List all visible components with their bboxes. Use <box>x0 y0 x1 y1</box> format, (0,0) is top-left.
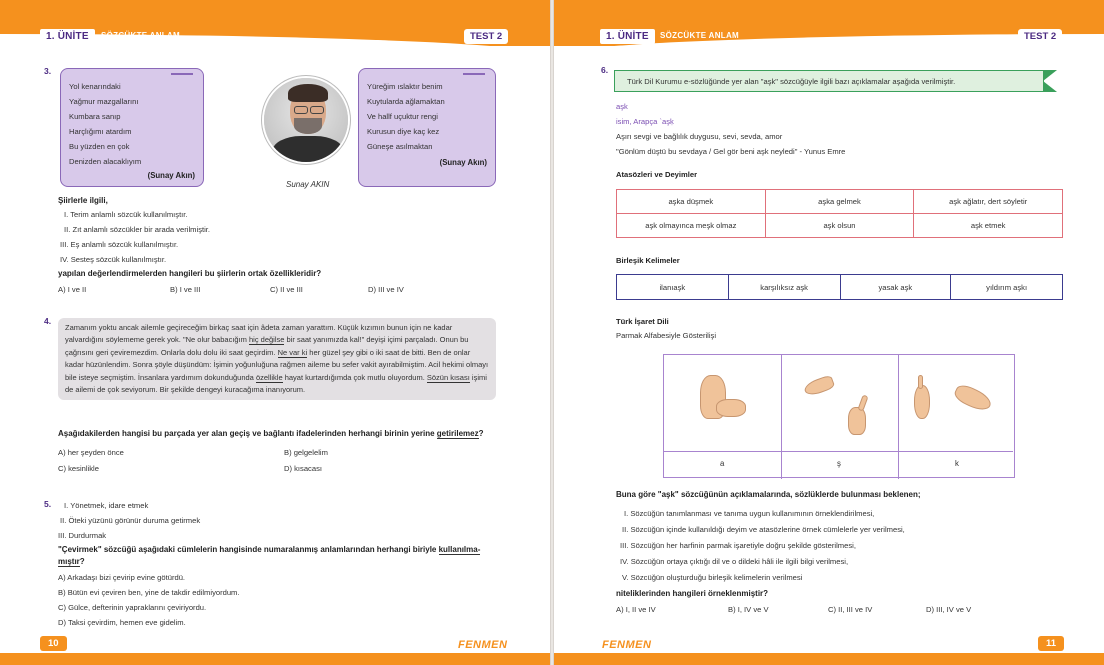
unit-badge: 1. ÜNİTE <box>40 29 95 44</box>
statement-item: I. Terim anlamlı sözcük kullanılmıştır. <box>64 210 188 219</box>
compounds-table <box>616 274 1063 300</box>
statement-item: II. Sözcüğün içinde kullanıldığı deyim ve atasözlerine örnek cümlelerle yer verilmesi, <box>622 525 905 534</box>
compound-cell: yıldırım aşkı <box>951 275 1063 300</box>
subject-title: SÖZCÜKTE ANLAM <box>660 31 740 40</box>
idiom-cell: aşka gelmek <box>765 190 914 214</box>
statement-item: IV. Sesteş sözcük kullanılmıştır. <box>60 255 167 264</box>
hand-sign-k-icon <box>914 385 930 419</box>
question-number: 5. <box>44 499 52 509</box>
answer-option-c[interactable]: C) kesinlikle <box>58 464 99 473</box>
statement-item: III. Eş anlamlı sözcük kullanılmıştır. <box>60 240 179 249</box>
poem-box-right <box>358 68 496 187</box>
answer-option-d[interactable]: D) kısacası <box>284 464 322 473</box>
brand-logo: FENMEN <box>602 639 652 651</box>
poem-line: Harçlığımı atardım <box>69 127 132 136</box>
dictionary-headword: aşk <box>616 102 628 111</box>
intro-ribbon <box>614 70 1044 92</box>
sign-title: Türk İşaret Dili <box>616 317 669 326</box>
statement-item: I. Yönetmek, idare etmek <box>64 501 149 510</box>
test-badge: TEST 2 <box>464 29 508 44</box>
question-number: 4. <box>44 316 52 326</box>
answer-option-a[interactable]: A) I, II ve IV <box>616 605 656 614</box>
underlined-phrase: Sözün kısası <box>426 372 470 382</box>
question-stem: Aşağıdakilerden hangisi bu parçada yer alan geçiş ve bağlantı ifadelerinden herhangi birinin yerine getirilemez? <box>58 429 484 438</box>
poem-line: Yol kenarındaki <box>69 82 121 91</box>
answer-option-d[interactable]: D) Taksi çevirdim, hemen eve gidelim. <box>58 618 186 627</box>
statement-item: II. Zıt anlamlı sözcükler bir arada verilmiştir. <box>64 225 211 234</box>
author-signature: Sunay AKIN <box>286 180 330 189</box>
statement-item: V. Sözcüğün oluşturduğu birleşik kelimelerin verilmesi <box>622 573 803 582</box>
poem-line: Kumbara sanıp <box>69 112 121 121</box>
sign-subtitle: Parmak Alfabesiyle Gösterilişi <box>616 331 717 340</box>
answer-option-b[interactable]: B) Bütün evi çeviren ben, yine de takdir edilmiyordum. <box>58 588 240 597</box>
test-badge: TEST 2 <box>1018 29 1062 44</box>
underlined-phrase: hiç değilse <box>249 335 285 345</box>
idioms-table <box>616 189 1063 238</box>
idiom-cell: aşk olsun <box>765 214 914 238</box>
poem-author: (Sunay Akın) <box>439 158 487 167</box>
compound-cell: karşılıksız aşk <box>728 275 840 300</box>
finger-alphabet-box <box>663 354 1015 478</box>
page-number: 10 <box>40 636 67 651</box>
poem-line: Denizden alacaklıyım <box>69 157 142 166</box>
poem-author: (Sunay Akın) <box>147 171 195 180</box>
word-meaning: Aşırı sevgi ve bağlılık duygusu, sevi, sevda, amor <box>616 132 783 141</box>
page-number: 11 <box>1038 636 1064 651</box>
question-number: 3. <box>44 66 52 76</box>
author-photo <box>262 76 350 164</box>
statement-item: I. Sözcüğün tanımlanması ve tanıma uygun kullanımının örneklendirilmesi, <box>624 509 875 518</box>
idiom-cell: aşk etmek <box>914 214 1063 238</box>
answer-option-b[interactable]: B) I ve III <box>170 285 201 294</box>
statement-item: III. Durdurmak <box>58 531 107 540</box>
idiom-cell: aşka düşmek <box>617 190 766 214</box>
question-stem-cont: mıştır? <box>58 557 85 566</box>
underlined-phrase: özellikle <box>255 372 283 382</box>
word-type: isim, Arapça ˋaşḳ <box>616 117 674 126</box>
poem-line: Ve hallf uçuktur rengi <box>367 112 438 121</box>
idiom-cell: aşk ağlatır, dert söyletir <box>914 190 1063 214</box>
compound-cell: ilanıaşk <box>617 275 729 300</box>
answer-option-d[interactable]: D) III, IV ve V <box>926 605 972 614</box>
poem-line: Güneşe asılmaktan <box>367 142 433 151</box>
unit-badge: 1. ÜNİTE <box>600 29 655 44</box>
answer-option-d[interactable]: D) III ve IV <box>368 285 404 294</box>
question-stem: niteliklerinden hangileri örneklenmiştir? <box>616 589 769 598</box>
question-lead: Buna göre "aşk" sözcüğünün açıklamalarında, sözlüklerde bulunması beklenen; <box>616 490 921 499</box>
compounds-title: Birleşik Kelimeler <box>616 256 680 265</box>
poem-line: Yağmur mazgallarını <box>69 97 139 106</box>
poem-box-left <box>60 68 204 187</box>
answer-option-b[interactable]: B) gelgelelim <box>284 448 328 457</box>
poem-line: Kurusun diye kaç kez <box>367 127 440 136</box>
underlined-phrase: Ne var ki <box>277 347 308 357</box>
subject-title: SÖZCÜKTE ANLAM <box>101 31 181 40</box>
reading-passage: Zamanım yoktu ancak ailemle geçireceğim birkaç saat için âdeta zaman yarattım. Küçük kızımın bunun için ne kadar yalvardığını söylememe gerek yok. "Ne olur babacığım hiç değilse bir saat yanımızda kal!" deyişi içimi parçaladı. Onun bu çağrısını geri çeviremezdim. Onlarla dolu dolu iki saat geçirdim. Ne var ki her güzel şey gibi o iki saat de bitti. Ben de onlar kadar hüzünlendim. Sonra şöyle düşündüm: İşimin yoğunluğuna rağmen aileme bu sefer vakit ayırabilmiştim. Acil hekimi olmayı bile isteye seçmiştim. İnsanlara yardımım dokunduğunda özellikle hayat kurtardığımda çok mutlu oluyordum. Sözün kısası işimi de ailemi de çok seviyorum. Bir şekilde dengeyi kuracağıma inanıyorum. <box>58 318 496 400</box>
question-number: 6. <box>601 65 609 75</box>
brand-logo: FENMEN <box>458 639 508 651</box>
answer-option-c[interactable]: C) Gülce, defterinin yapraklarını çeviriyordu. <box>58 603 207 612</box>
intro-text: Türk Dil Kurumu e-sözlüğünde yer alan "aşk" sözcüğüyle ilgili bazı açıklamalar aşağıda verilmiştir. <box>627 77 956 86</box>
answer-option-c[interactable]: C) II ve III <box>270 285 303 294</box>
left-page <box>0 0 550 665</box>
statement-item: IV. Sözcüğün ortaya çıktığı dil ve o dildeki hâli ile ilgili bilgi verilmesi, <box>620 557 849 566</box>
idiom-cell: aşk olmayınca meşk olmaz <box>617 214 766 238</box>
answer-option-a[interactable]: A) I ve II <box>58 285 87 294</box>
answer-option-a[interactable]: A) her şeyden önce <box>58 448 124 457</box>
statement-item: II. Öteki yüzünü görünür duruma getirmek <box>60 516 201 525</box>
answer-option-a[interactable]: A) Arkadaşı bizi çevirip evine götürdü. <box>58 573 186 582</box>
question-lead: Şiirlerle ilgili, <box>58 196 108 205</box>
question-stem: yapılan değerlendirmelerden hangileri bu şiirlerin ortak özellikleridir? <box>58 269 322 278</box>
poem-line: Kuytularda ağlamaktan <box>367 97 445 106</box>
sign-letter: a <box>720 459 725 468</box>
compound-cell: yasak aşk <box>840 275 951 300</box>
answer-option-b[interactable]: B) I, IV ve V <box>728 605 769 614</box>
sign-letter: ş <box>837 459 841 468</box>
word-example: "Gönlüm düştü bu sevdaya / Gel gör beni aşk neyledi" - Yunus Emre <box>616 147 846 156</box>
hand-sign-s-icon <box>803 374 836 397</box>
question-stem: "Çevirmek" sözcüğü aşağıdaki cümlelerin hangisinde numaralanmış anlamlarından herhangi biriyle kullanılma- <box>58 545 481 554</box>
poem-line: Bu yüzden en çok <box>69 142 130 151</box>
statement-item: III. Sözcüğün her harfinin parmak işaretiyle doğru şekilde gösterilmesi, <box>620 541 856 550</box>
poem-line: Yüreğim ıslaktır benim <box>367 82 443 91</box>
idioms-title: Atasözleri ve Deyimler <box>616 170 698 179</box>
answer-option-c[interactable]: C) II, III ve IV <box>828 605 873 614</box>
sign-letter: k <box>955 459 959 468</box>
